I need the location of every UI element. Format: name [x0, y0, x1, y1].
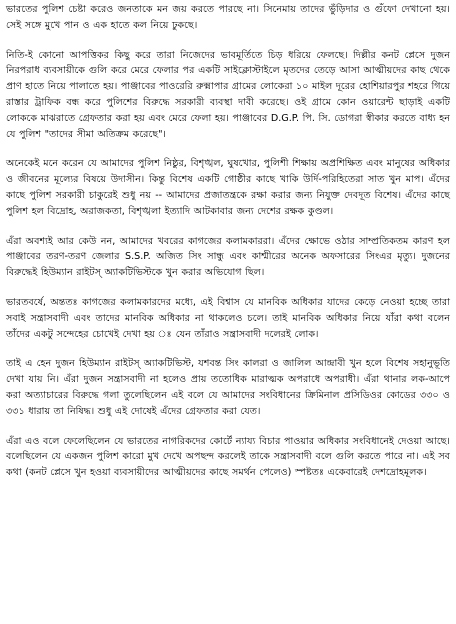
- paragraph-4: এঁরা অবশ্যই আর কেউ নন, আমাদের খবরের কাগজের কলামকাররা। এঁদের ক্ষোভে ওঠার সাম্প্রতিকতম কারণ হল পাঞ্জাবের তরণ-তরণ জেলার S.S.P. অজিত সিং সান্ধু এবং কাশ্মীরের অনেক অফসারের সিংএর মৃত্যু। দুজনের বিরুদ্ধেই হিউম্যান রাইটস্ অ্যাকটিভিস্টকে খুন করার অভিযোগ ছিল।: [6, 235, 450, 279]
- paragraph-7: এঁরা এও বলে ফেলেছিলেন যে ভারতের নাগরিকদের কোর্টে ন্যায্য বিচার পাওয়ার অধিকার সংবিধানেই দেওয়া আছে। বলেছিলেন যে একজন পুলিশ কারো মুখ দেখে অপছন্দ করলেই তাকে সন্ত্রাসবাদী বলে গুলি করতে পারে না। এই সব কথা (কনট প্লেসে খুন হওয়া ব্যবসায়ীদের আত্মীয়দের কাছে সমর্থন পেলেও) স্পষ্টতঃ একেবারেই দেশদ্রোহমূলক।: [6, 435, 450, 479]
- paragraph-3: অনেকেই মনে করেন যে আমাদের পুলিশ নিষ্ঠুর, বিশৃঙ্খল, ঘুষখোর, পুলিশী শিক্ষায় অপ্রশিক্ষিত এবং মানুষের অধিকার ও জীবনের মূল্যের বিষয়ে উদাসীন। কিন্তু বিশেষ একটি গোষ্ঠীর কাছে খাকি উর্দি-পরিহিতেরা সাত খুন মাপ। এঁদের কাছে পুলিশ সরকারী চাকুরেই শুধু নয় -- আমাদের প্রজাতন্ত্রকে রক্ষা করার জন্য নিযুক্ত দেবদূত বিশেষ। এঁদের কাছে পুলিশ হল বিদ্রোহ, অরাজকতা, বিশৃঙ্খলা ইত্যাদি আটকাবার জন্য দেশের রক্ষক কুণ্ডল।: [6, 158, 450, 217]
- paragraph-2: নিতি-ই কোনো আপত্তিকর কিছু করে তারা নিজেদের ভাবমূর্তিতে চিড় ধরিয়ে ফেলছে। দিল্লীর কনট প্লেসে দুজন নিরপরাধ ব্যবসায়ীকে গুলি করে মেরে ফেলার পর একটি সাইক্লোস্টাইলে মৃতদের তেড়ে আসা আত্মীয়দের কাছ থেকে প্রাণ হাতে নিয়ে পালাতে হয়। পাঞ্জাবের পাওরেরি রুক্মাপার গ্রামের লোকেরা ১০ মাইল দূরের হোশিয়ারপুর শহরে গিয়ে রাস্তার ট্রাফিক বন্ধ করে পুলিশের বিরুদ্ধে সরকারী ব্যবস্থা দাবী করেছে। ওই গ্রামে কোন ওয়ারেন্ট ছাড়াই একটি লোককে মাঝরাতে গ্রেফতার করা হয় এবং মেরে ফেলা হয়। পাঞ্জাবের D.G.P. পি. সি. ডোগরা স্বীকার করতে বাধ্য হন যে পুলিশ "তাদের সীমা অতিক্রম করেছে"।: [6, 49, 450, 140]
- paragraph-5: ভারতবর্ষে, অন্ততঃ কাগজের কলামকারদের মধ্যে, এই বিশ্বাস যে মানবিক অধিকার যাদের কেড়ে নেওয়া হচ্ছে তারা সবাই সন্ত্রাসবাদী এবং তাদের মানবিক অধিকার না থাকলেও চলে। তাই মানবিক অধিকার নিয়ে যাঁরা কথা বলেন তাঁদের একটু সন্দেহের চোখেই দেখা হয় ঃ যেন তাঁরাও সন্ত্রাসবাদী দলেরই লোক।: [6, 296, 450, 340]
- paragraph-6: তাই এ হেন দুজন হিউম্যান রাইটস্ অ্যাকটিভিস্ট, যশবন্ত সিং কালরা ও জালিল আন্দ্রাবী খুন হলে বিশেষ সহানুভূতি দেখা যায় নি। এঁরা দুজন সন্ত্রাসবাদী না হলেও প্রায় ততোধিক মারাত্মক অপরাধে অপরাধী। এঁরা থানার লক-আপে করা অত্যাচারের বিরুদ্ধে গলা তুলেছিলেন এই বলে যে আমাদের সংবিধানের ক্রিমিনাল প্রসিডিওর কোডের ৩৩০ ও ৩৩১ ধারায় তা নিষিদ্ধ। শুধু এই দোষেই এঁদের গ্রেফতার করা যেত।: [6, 358, 450, 417]
- paragraph-1: ভারতের পুলিশ চেষ্টা করেও জনতাকে মন জয় করতে পারছে না। সিনেমায় তাদের ভুঁড়িদার ও গুঁফো দেখানো হয়। সেই সঙ্গে মুখে পান ও এক হাতে কল নিয়ে ঢুকছে।: [6, 4, 450, 31]
